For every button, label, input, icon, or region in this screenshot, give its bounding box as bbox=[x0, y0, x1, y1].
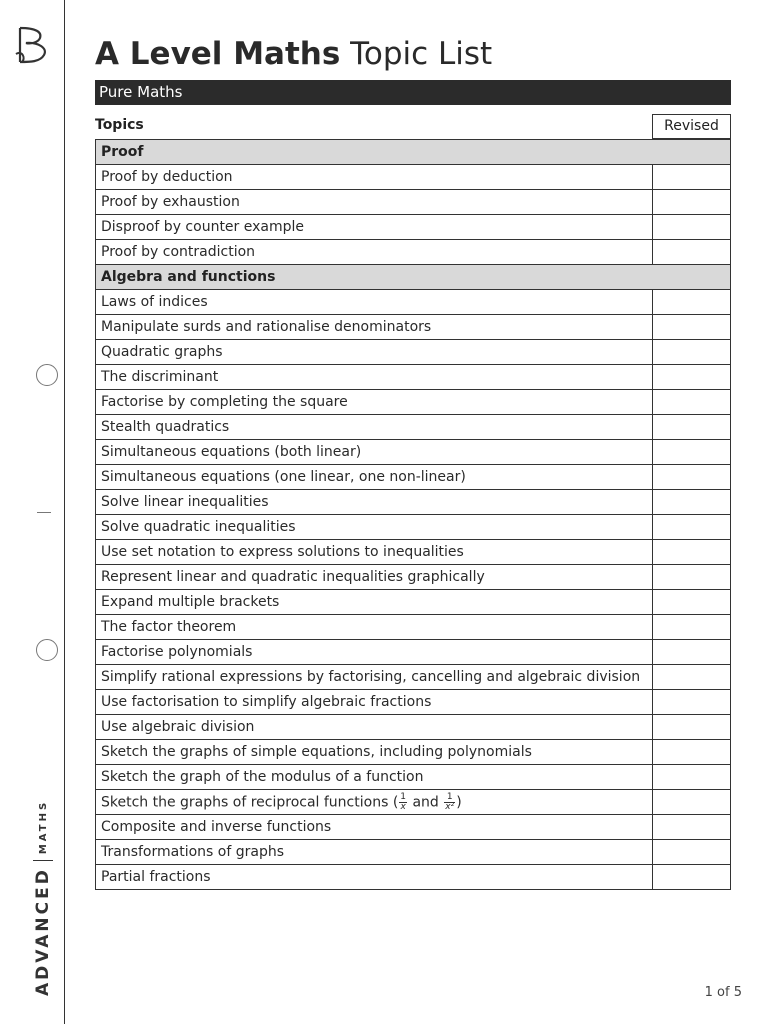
topic-label: Partial fractions bbox=[96, 865, 653, 890]
brand-separator bbox=[33, 860, 53, 861]
title-rest: Topic List bbox=[340, 36, 493, 72]
table-row bbox=[96, 190, 731, 215]
topic-label: Disproof by counter example bbox=[96, 215, 653, 240]
fraction-one-over-x bbox=[399, 793, 407, 812]
revised-checkbox[interactable] bbox=[653, 815, 731, 840]
fraction-numerator: 1 bbox=[400, 791, 407, 802]
table-row bbox=[96, 240, 731, 265]
revised-checkbox[interactable] bbox=[653, 190, 731, 215]
brand-name: ADVANCED bbox=[33, 867, 53, 996]
title-bold: A Level Maths bbox=[95, 36, 341, 72]
topic-label: Sketch the graphs of simple equations, including polynomials bbox=[96, 740, 653, 765]
topic-label: Proof by deduction bbox=[96, 165, 653, 190]
revised-checkbox[interactable] bbox=[653, 715, 731, 740]
revised-checkbox[interactable] bbox=[653, 415, 731, 440]
revised-checkbox[interactable] bbox=[653, 340, 731, 365]
table-row bbox=[96, 340, 731, 365]
table-row bbox=[96, 615, 731, 640]
revised-checkbox[interactable] bbox=[653, 640, 731, 665]
table-row bbox=[96, 640, 731, 665]
revised-checkbox[interactable] bbox=[653, 865, 731, 890]
topic-label: Simultaneous equations (both linear) bbox=[96, 440, 653, 465]
fraction-denominator: x bbox=[400, 801, 406, 812]
page-title bbox=[95, 36, 492, 72]
revised-checkbox[interactable] bbox=[653, 315, 731, 340]
topic-label: Expand multiple brackets bbox=[96, 590, 653, 615]
table-row bbox=[96, 690, 731, 715]
revised-column-header: Revised bbox=[652, 114, 731, 139]
revised-checkbox[interactable] bbox=[653, 615, 731, 640]
topic-label: Use algebraic division bbox=[96, 715, 653, 740]
topic-label: Use set notation to express solutions to inequalities bbox=[96, 540, 653, 565]
revised-checkbox[interactable] bbox=[653, 590, 731, 615]
table-row bbox=[96, 840, 731, 865]
topic-label: Simplify rational expressions by factorising, cancelling and algebraic division bbox=[96, 665, 653, 690]
table-row bbox=[96, 790, 731, 815]
revised-checkbox[interactable] bbox=[653, 690, 731, 715]
fraction-denominator: x² bbox=[445, 801, 455, 812]
center-mark bbox=[37, 512, 51, 513]
topic-label: Laws of indices bbox=[96, 290, 653, 315]
table-row bbox=[96, 565, 731, 590]
revised-checkbox[interactable] bbox=[653, 540, 731, 565]
table-row bbox=[96, 440, 731, 465]
topic-label: The discriminant bbox=[96, 365, 653, 390]
category-label: Proof bbox=[96, 140, 731, 165]
topic-label: Proof by exhaustion bbox=[96, 190, 653, 215]
revised-checkbox[interactable] bbox=[653, 565, 731, 590]
section-header: Pure Maths bbox=[95, 80, 731, 105]
table-row bbox=[96, 165, 731, 190]
topics-column-header: Topics bbox=[95, 117, 144, 133]
table-row bbox=[96, 740, 731, 765]
revised-checkbox[interactable] bbox=[653, 765, 731, 790]
page-number: 1 of 5 bbox=[704, 985, 742, 1000]
revised-checkbox[interactable] bbox=[653, 365, 731, 390]
table-row bbox=[96, 665, 731, 690]
table-row bbox=[96, 315, 731, 340]
topic-label: The factor theorem bbox=[96, 615, 653, 640]
revised-checkbox[interactable] bbox=[653, 740, 731, 765]
topic-label: Sketch the graph of the modulus of a function bbox=[96, 765, 653, 790]
revised-checkbox[interactable] bbox=[653, 240, 731, 265]
revised-checkbox[interactable] bbox=[653, 165, 731, 190]
punch-hole-top bbox=[36, 364, 58, 386]
topic-label: Represent linear and quadratic inequalities graphically bbox=[96, 565, 653, 590]
revised-checkbox[interactable] bbox=[653, 490, 731, 515]
topic-label: Solve quadratic inequalities bbox=[96, 515, 653, 540]
revised-checkbox[interactable] bbox=[653, 465, 731, 490]
table-row bbox=[96, 365, 731, 390]
reciprocal-prefix: Sketch the graphs of reciprocal functions ( bbox=[101, 794, 399, 810]
topic-label: Simultaneous equations (one linear, one non-linear) bbox=[96, 465, 653, 490]
table-row bbox=[96, 490, 731, 515]
topic-label: Quadratic graphs bbox=[96, 340, 653, 365]
topic-label: Solve linear inequalities bbox=[96, 490, 653, 515]
topic-label: Manipulate surds and rationalise denominators bbox=[96, 315, 653, 340]
margin-line bbox=[64, 0, 65, 1024]
topic-table bbox=[95, 139, 731, 890]
revised-checkbox[interactable] bbox=[653, 215, 731, 240]
topic-label: Composite and inverse functions bbox=[96, 815, 653, 840]
topic-label-reciprocal bbox=[96, 790, 653, 815]
table-row bbox=[96, 415, 731, 440]
fraction-numerator: 1 bbox=[444, 793, 455, 803]
topic-label: Factorise polynomials bbox=[96, 640, 653, 665]
revised-checkbox[interactable] bbox=[653, 390, 731, 415]
table-row bbox=[96, 715, 731, 740]
reciprocal-middle: and bbox=[408, 794, 444, 810]
table-row bbox=[96, 765, 731, 790]
category-row-algebra bbox=[96, 265, 731, 290]
table-row bbox=[96, 590, 731, 615]
table-row bbox=[96, 290, 731, 315]
brand-wordmark bbox=[33, 800, 53, 996]
table-row bbox=[96, 540, 731, 565]
revised-checkbox[interactable] bbox=[653, 290, 731, 315]
topic-label: Factorise by completing the square bbox=[96, 390, 653, 415]
table-row bbox=[96, 815, 731, 840]
topic-label: Use factorisation to simplify algebraic fractions bbox=[96, 690, 653, 715]
table-row bbox=[96, 465, 731, 490]
revised-checkbox[interactable] bbox=[653, 440, 731, 465]
brand-subname: MATHS bbox=[37, 799, 49, 855]
table-row bbox=[96, 865, 731, 890]
brand-logo-icon bbox=[14, 24, 50, 66]
revised-checkbox[interactable] bbox=[653, 665, 731, 690]
fraction-one-over-x-squared bbox=[444, 793, 455, 812]
table-row bbox=[96, 515, 731, 540]
category-label: Algebra and functions bbox=[96, 265, 731, 290]
reciprocal-suffix: ) bbox=[456, 794, 462, 810]
category-row-proof bbox=[96, 140, 731, 165]
revised-checkbox[interactable] bbox=[653, 840, 731, 865]
table-row bbox=[96, 390, 731, 415]
revised-checkbox[interactable] bbox=[653, 515, 731, 540]
topic-label: Stealth quadratics bbox=[96, 415, 653, 440]
table-row bbox=[96, 215, 731, 240]
punch-hole-bottom bbox=[36, 639, 58, 661]
topic-label: Proof by contradiction bbox=[96, 240, 653, 265]
revised-checkbox[interactable] bbox=[653, 790, 731, 815]
topic-label: Transformations of graphs bbox=[96, 840, 653, 865]
